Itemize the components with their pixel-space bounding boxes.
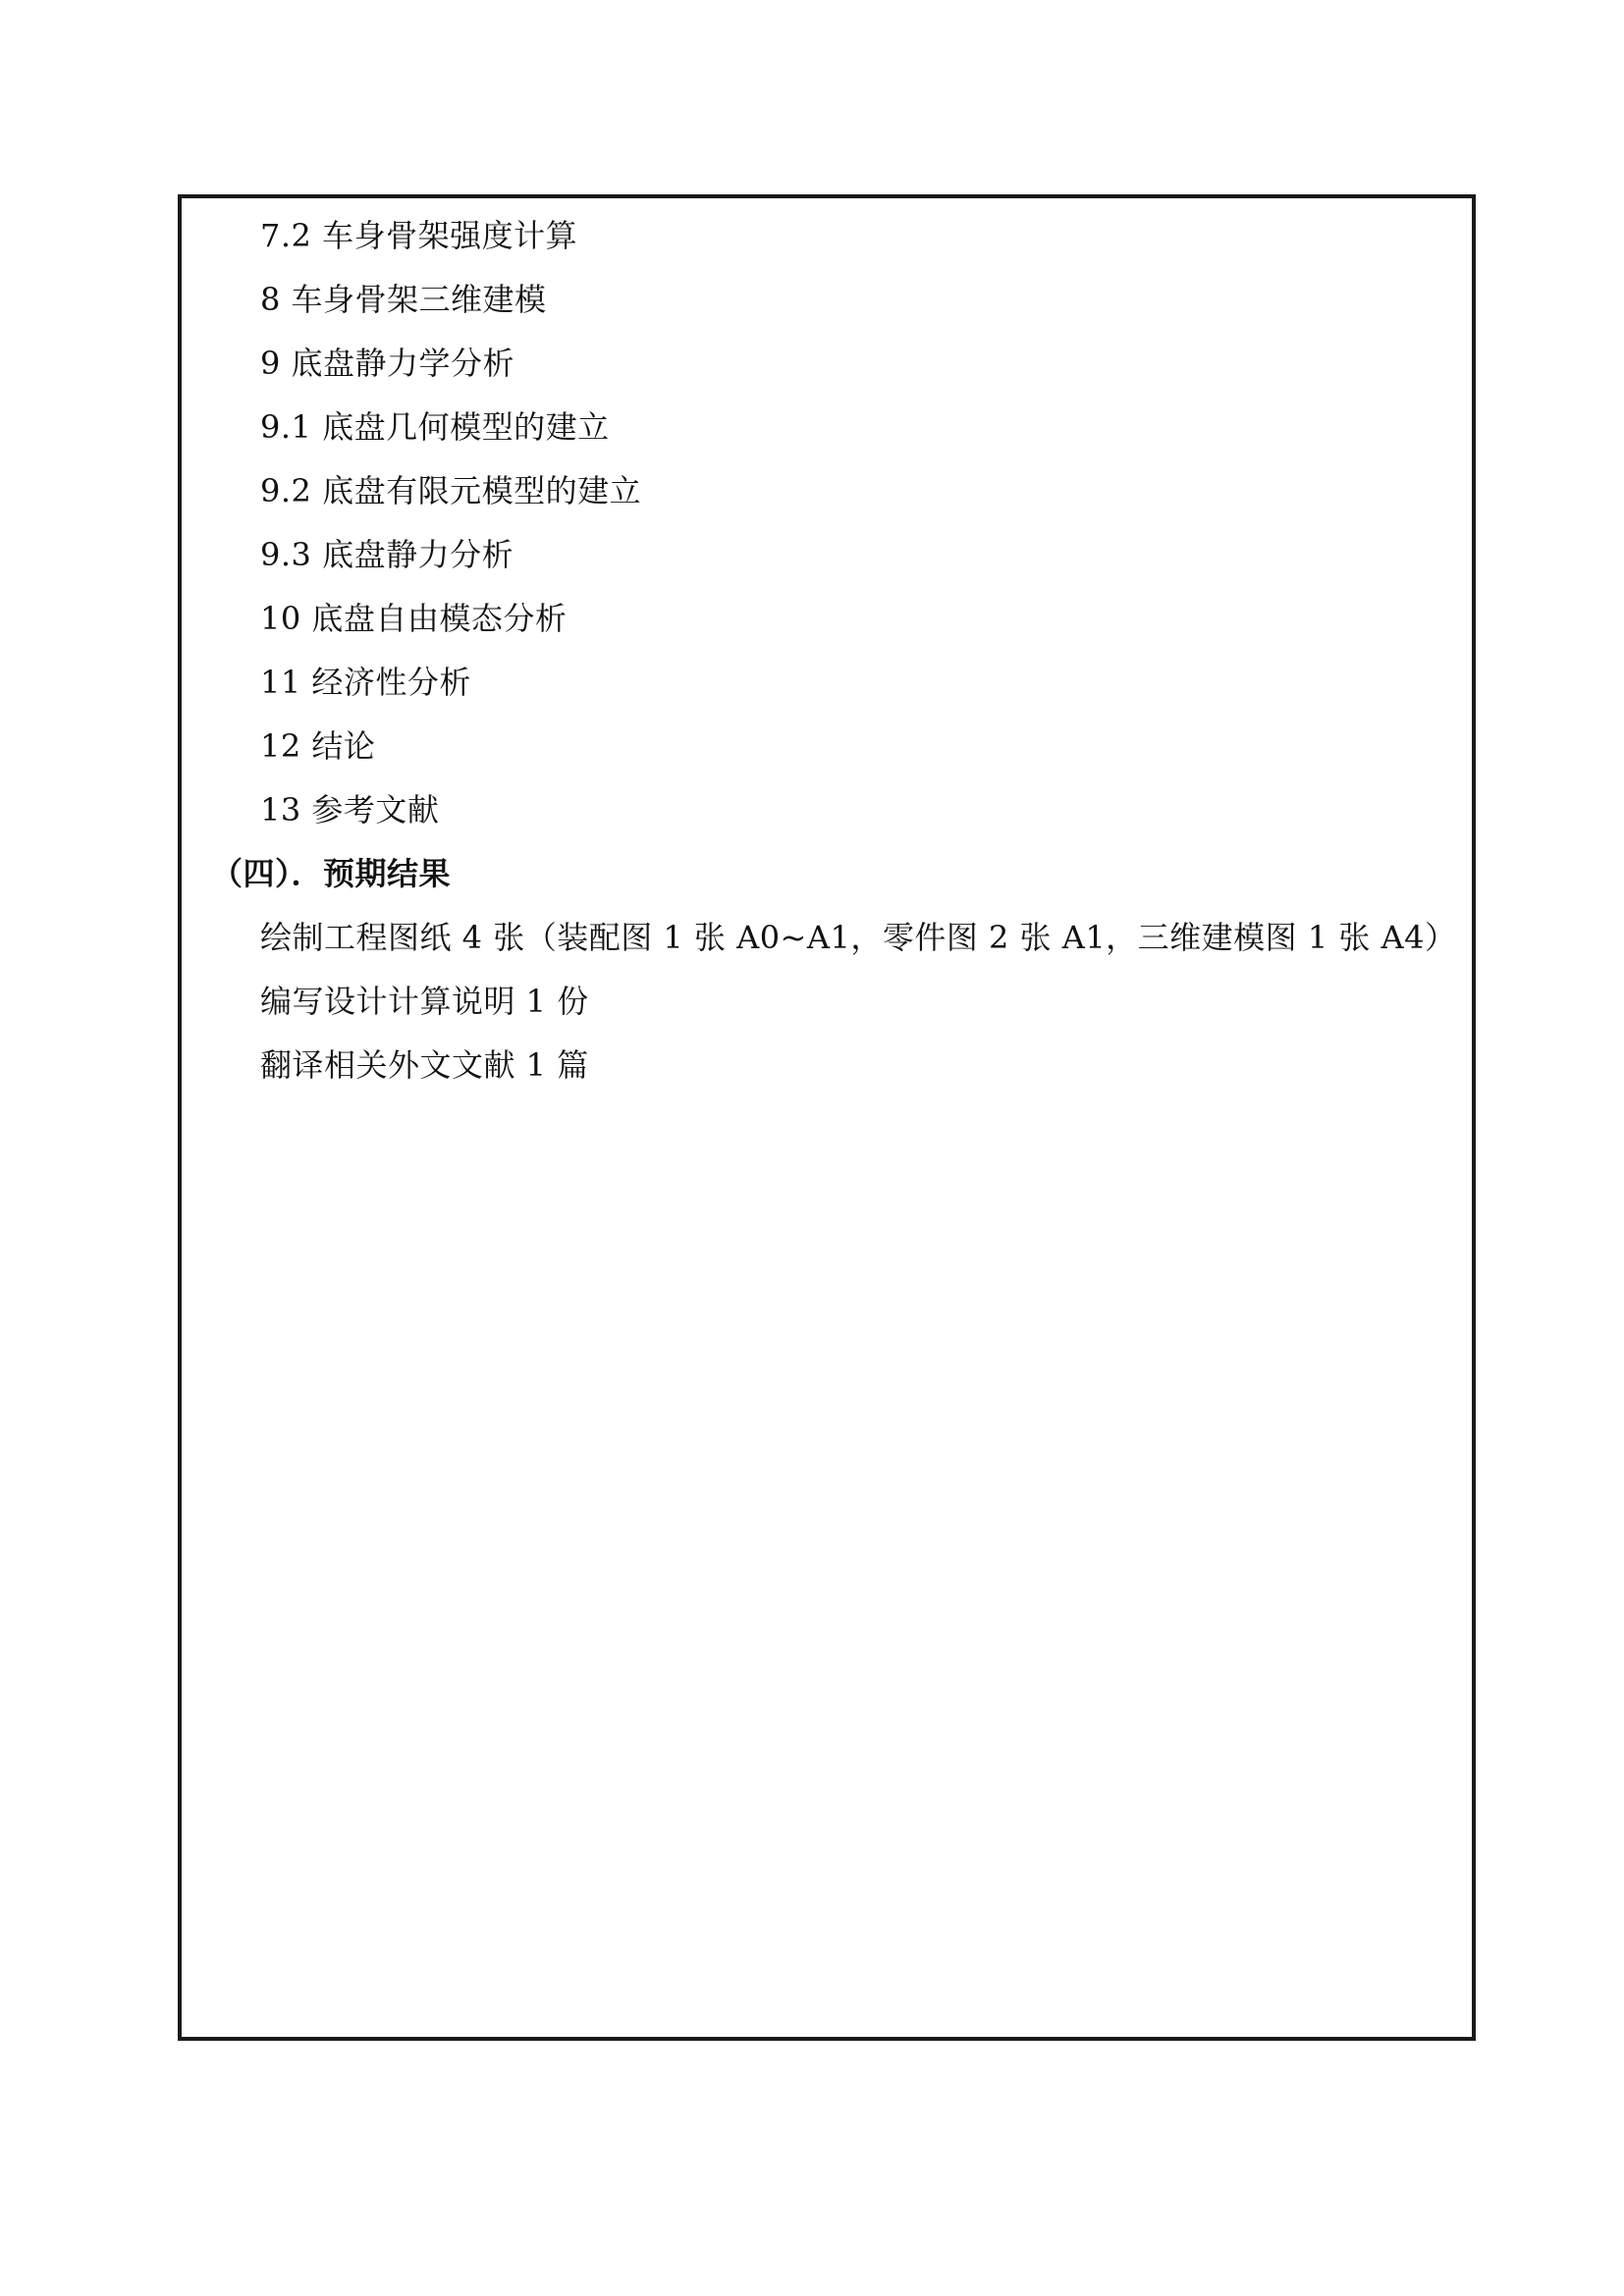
expected-result-item: 绘制工程图纸 4 张（装配图 1 张 A0~A1，零件图 2 张 A1，三维建模图 1 张 A4） — [260, 919, 1457, 956]
section-heading-expected-results: （四）．预期结果 — [211, 855, 452, 892]
toc-item: 9.1 底盘几何模型的建立 — [260, 408, 610, 446]
toc-item: 9 底盘静力学分析 — [260, 345, 515, 382]
toc-item: 12 结论 — [260, 727, 376, 765]
toc-item: 7.2 车身骨架强度计算 — [260, 217, 578, 254]
toc-item: 10 底盘自由模态分析 — [260, 600, 568, 637]
toc-item: 9.2 底盘有限元模型的建立 — [260, 472, 642, 509]
expected-result-item: 编写设计计算说明 1 份 — [260, 983, 589, 1020]
toc-item: 11 经济性分析 — [260, 664, 471, 701]
document-frame — [178, 194, 1476, 2041]
expected-result-item: 翻译相关外文文献 1 篇 — [260, 1046, 589, 1084]
toc-item: 8 车身骨架三维建模 — [260, 281, 547, 318]
toc-item: 13 参考文献 — [260, 791, 440, 828]
toc-item: 9.3 底盘静力分析 — [260, 536, 514, 573]
